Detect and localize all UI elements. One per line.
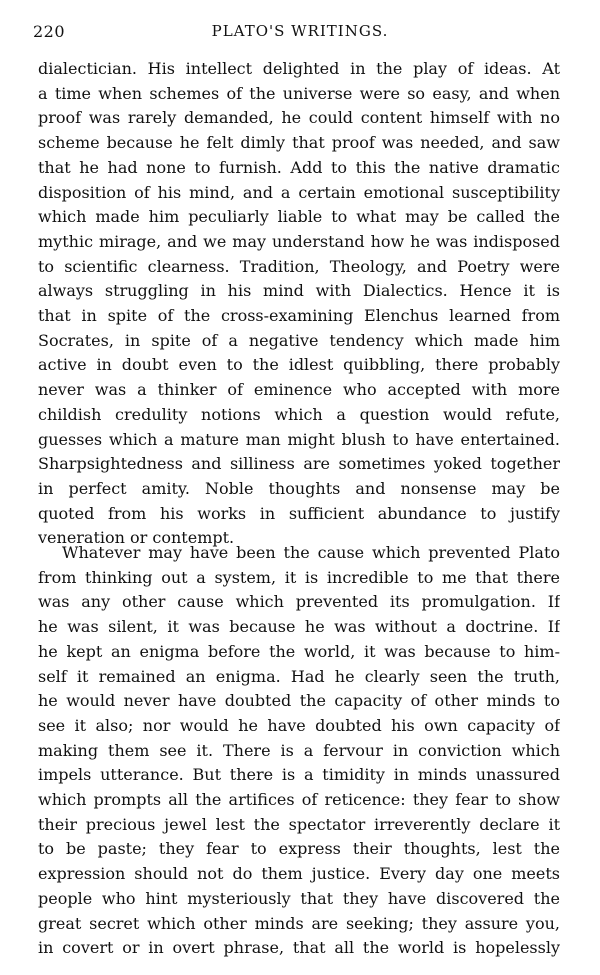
text-line: he was silent, it was because he was without a doctrine. If: [38, 617, 560, 637]
text-line: great secret which other minds are seeking; they assure you,: [38, 913, 560, 933]
text-line: impels utterance. But there is a timidity in minds unassured: [38, 765, 560, 785]
text-line: expression should not do them justice. Every day one meets: [38, 864, 560, 884]
text-line: never was a thinker of eminence who accepted with more: [38, 380, 560, 400]
text-line: Whatever may have been the cause which prevented Plato: [62, 543, 560, 562]
text-line: he would never have doubted the capacity of other minds to: [38, 691, 560, 711]
text-line: disposition of his mind, and a certain emotional susceptibility: [38, 182, 560, 202]
paragraph-1: [38, 57, 560, 551]
text-line: in covert or in overt phrase, that all the world is hopelessly: [38, 938, 560, 958]
text-line: guesses which a mature man might blush to have entertained.: [38, 429, 560, 449]
text-line: scheme because he felt dimly that proof was needed, and saw: [38, 133, 560, 153]
text-line: was any other cause which prevented its promulgation. If: [38, 592, 560, 612]
text-line: that he had none to furnish. Add to this the native dramatic: [38, 157, 560, 177]
page-number: 220: [33, 22, 66, 41]
text-line: proof was rarely demanded, he could content himself with no: [38, 108, 560, 128]
text-line: self it remained an enigma. Had he clearly seen the truth,: [38, 666, 560, 686]
text-line: a time when schemes of the universe were so easy, and when: [38, 83, 560, 103]
text-line: mythic mirage, and we may understand how he was indisposed: [38, 231, 560, 251]
paragraph-2: [38, 541, 560, 961]
text-line: which prompts all the artifices of reticence: they fear to show: [38, 790, 560, 810]
text-line: that in spite of the cross-examining Elenchus learned from: [38, 306, 560, 326]
text-line: which made him peculiarly liable to what may be called the: [38, 207, 560, 227]
text-line: to be paste; they fear to express their thoughts, lest the: [38, 839, 560, 859]
text-line: see it also; nor would he have doubted his own capacity of: [38, 715, 560, 735]
text-line: veneration or contempt.: [38, 528, 235, 548]
text-line: childish credulity notions which a question would refute,: [38, 404, 560, 424]
text-line: their precious jewel lest the spectator irreverently declare it: [38, 814, 560, 834]
text-line: active in doubt even to the idlest quibbling, there probably: [38, 355, 560, 375]
text-line: Socrates, in spite of a negative tendency which made him: [38, 330, 560, 350]
running-title: PLATO'S WRITINGS.: [211, 22, 389, 40]
text-line: quoted from his works in sufficient abundance to justify: [38, 503, 560, 523]
text-line: making them see it. There is a fervour in conviction which: [38, 740, 560, 760]
text-line: people who hint mysteriously that they have discovered the: [38, 888, 560, 908]
text-line: Sharpsightedness and silliness are sometimes yoked together: [38, 454, 560, 474]
text-line: from thinking out a system, it is incredible to me that there: [38, 567, 560, 587]
text-line: dialectician. His intellect delighted in the play of ideas. At: [38, 59, 560, 78]
text-line: to scientific clearness. Tradition, Theology, and Poetry were: [38, 256, 560, 276]
text-line: he kept an enigma before the world, it was because to him-: [38, 641, 560, 661]
text-line: always struggling in his mind with Dialectics. Hence it is: [38, 281, 560, 301]
text-line: in perfect amity. Noble thoughts and nonsense may be: [38, 478, 560, 498]
